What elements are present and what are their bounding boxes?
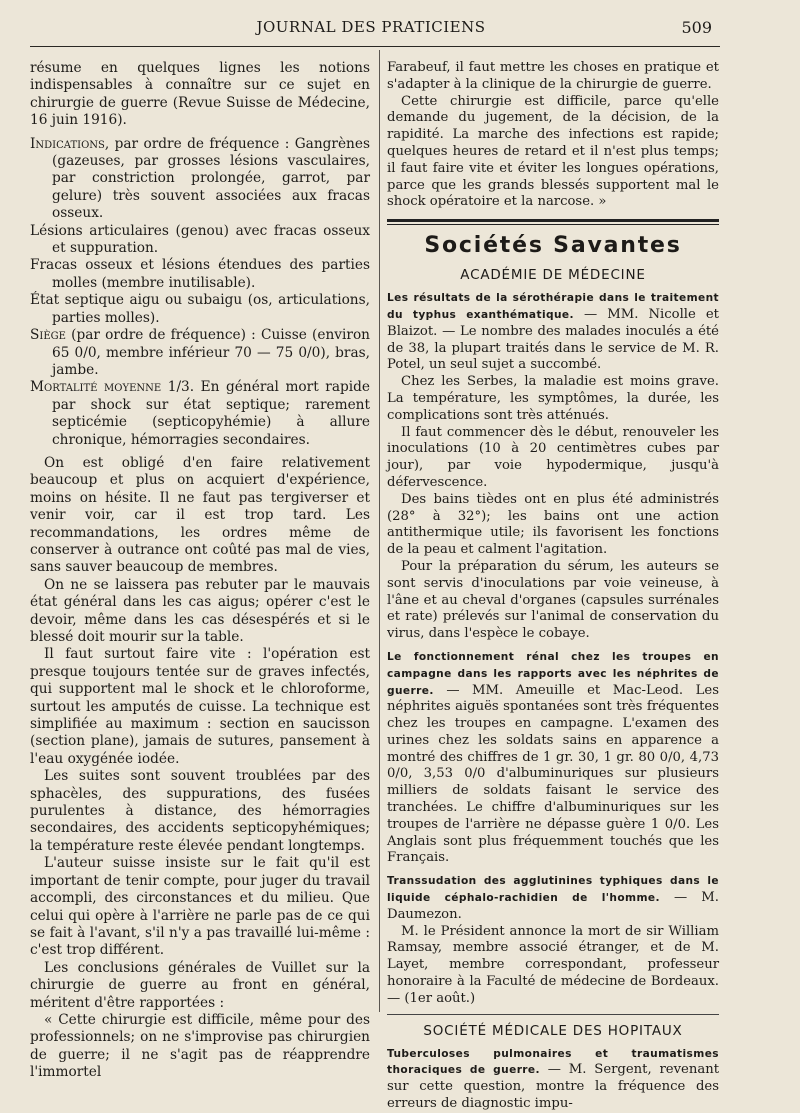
paragraph: Des bains tièdes ont en plus été administrés (28° à 32°); les bains ont une action antithermique utile; ils favorisent les fonctions de la peau et calment l'agitation.: [387, 491, 719, 558]
left-column: [30, 60, 370, 1082]
paragraph: Cette chirurgie est difficile, parce qu'elle demande du jugement, de la décision, de la rapidité. La marche des infections est rapide; quelques heures de retard et il n'est plus temps; il faut faire vite et éviter les longues opérations, parce que les grands blessés supportent mal le shock opératoire et la narcose. »: [387, 93, 719, 210]
article-lead: Les résultats de la sérothérapie dans le traitement du typhus exanthématique.: [387, 292, 719, 321]
right-column: [387, 60, 719, 1113]
siege-label: Siège: [30, 327, 66, 344]
article-text: — M. Sergent, revenant sur cette question, montre la fréquence des erreurs de diagnostic impu-: [387, 1062, 719, 1112]
mortalite-item: [30, 379, 370, 449]
article-lead: Le fonctionnement rénal chez les troupes en campagne dans les rapports avec les néphrites de guerre.: [387, 650, 719, 697]
article-entry: [387, 1046, 719, 1113]
article-entry: [387, 290, 719, 374]
paragraph: Pour la préparation du sérum, les auteurs se sont servis d'inoculations par voie veineuse, à l'âne et au cheval d'organes (capsules surrénales et rate) prélevés sur l'animal de conservation du virus, dans l'espèce le cobaye.: [387, 558, 719, 642]
column-divider: [379, 50, 380, 1012]
lesions-item: Lésions articulaires (genou) avec fracas osseux et suppuration.: [30, 222, 370, 257]
section-title: Sociétés Savantes: [424, 233, 682, 259]
paragraph: L'auteur suisse insiste sur le fait qu'il est important de tenir compte, pour juger du travail accompli, des circonstances et du milieu. Que celui qui opère à l'arrière ne parle pas de ce qui se fait à l'avant, s'il n'y a pas travaillé lui-même : c'est trop différent.: [30, 855, 370, 959]
paragraph: Les suites sont souvent troublées par des sphacèles, des suppurations, des fusées purulentes à distance, des hémorragies secondaires, des accidents septicopyhémiques; la température reste élevée pendant longtemps.: [30, 768, 370, 854]
mortalite-text: 1/3. En général mort rapide par shock sur état septique; rarement septicémie (septicopyhémie) à allure chronique, hémorragies secondaires.: [52, 379, 370, 448]
quote-paragraph: « Cette chirurgie est difficile, même pour des professionnels; on ne s'improvise pas chirurgien de guerre; il ne s'agit pas de réapprendre l'immortel: [30, 1011, 370, 1081]
academie-heading: ACADÉMIE DE MÉDECINE: [460, 267, 646, 284]
article-text: — MM. Ameuille et Mac-Leod. Les néphrites aiguës spontanées sont très fréquentes chez les troupes en campagne. L'examen des urines chez les soldats sains en apparence a montré des chiffres de 1 gr. 30, 1 gr. 80 0/0, 4,73 0/0, 3,53 0/0 d'albuminuriques sur plusieurs milliers de soldats faisant le service des tranchées. Le chiffre d'albuminuriques sur les troupes de l'arrière ne dépasse guère 1 0/0. Les Anglais sont plus fréquemment touchés que les Français.: [387, 682, 719, 866]
indications-text: par ordre de fréquence : Gangrènes (gazeuses, par grosses lésions vasculaires, par constriction prolongée, garrot, par gelure) très souvent associées aux fracas osseux.: [52, 135, 370, 222]
section-rule: [387, 224, 719, 225]
paragraph: Chez les Serbes, la maladie est moins grave. La température, les symptômes, la durée, les complications sont très atténués.: [387, 374, 719, 423]
section-rule: [387, 1014, 719, 1015]
paragraph: M. le Président annonce la mort de sir William Ramsay, membre associé étranger, et de M. Layet, membre correspondant, professeur honoraire à la Faculté de médecine de Bordeaux. — (1er août.): [387, 923, 719, 1006]
article-entry: [387, 873, 719, 923]
article-text: — MM. Nicolle et Blaizot. — Le nombre des malades inoculés a été de 38, la plupart traités dans le service de M. R. Potel, un seul sujet a succombé.: [387, 306, 719, 373]
paragraph: Il faut surtout faire vite : l'opération est presque toujours tentée sur de graves infectés, qui supportent mal le shock et le chloroforme, surtout les amputés de cuisse. La technique est simplifiée au maximum : section en saucisson (section plane), jamais de sutures, pansement à l'eau oxygénée iodée.: [30, 646, 370, 767]
fracas-item: Fracas osseux et lésions étendues des parties molles (membre inutilisable).: [30, 257, 370, 291]
etat-item: État septique aigu ou subaigu (os, articulations, parties molles).: [30, 292, 370, 326]
indications-label: Indications,: [30, 135, 110, 152]
mortalite-label: Mortalité moyenne: [30, 379, 162, 396]
article-entry: [387, 649, 719, 867]
paragraph: Il faut commencer dès le début, renouveler les inoculations (10 à 20 centimètres cubes par jour), par voie hypodermique, jusqu'à défervescence.: [387, 424, 719, 490]
article-lead: Tuberculoses pulmonaires et traumatismes thoraciques de guerre.: [387, 1047, 719, 1077]
article-lead: Transsudation des agglutinines typhiques dans le liquide céphalo-rachidien de l'homme.: [387, 875, 719, 905]
paragraph: On ne se laissera pas rebuter par le mauvais état général dans les cas aigus; opérer c'est le devoir, même dans les cas désespérés et si le blessé doit mourir sur la table.: [30, 576, 370, 645]
page-number: 509: [681, 18, 712, 37]
paragraph: Farabeuf, il faut mettre les choses en pratique et s'adapter à la clinique de la chirurgie de guerre.: [387, 60, 719, 92]
siege-text: (par ordre de fréquence) : Cuisse (environ 65 0/0, membre inférieur 70 — 75 0/0), bras, jambe.: [52, 327, 370, 378]
section-rule: [387, 219, 719, 222]
hopitaux-heading: SOCIÉTÉ MÉDICALE DES HOPITAUX: [423, 1022, 683, 1039]
header-rule: [30, 46, 720, 47]
siege-item: [30, 327, 370, 379]
article-text: — M. Daumezon.: [387, 890, 719, 922]
paragraph: Les conclusions générales de Vuillet sur la chirurgie de guerre au front en général, méritent d'être rapportées :: [30, 959, 370, 1011]
running-head: JOURNAL DES PRATICIENS: [256, 18, 486, 36]
paragraph: résume en quelques lignes les notions indispensables à connaître sur ce sujet en chirurgie de guerre (Revue Suisse de Médecine, 16 juin 1916).: [30, 60, 370, 129]
paragraph: On est obligé d'en faire relativement beaucoup et plus on acquiert d'expérience, moins on hésite. Il ne faut pas tergiverser et venir voir, car il est trop tard. Les recommandations, les ordres même de conserver à outrance ont coûté pas mal de vies, sans sauver beaucoup de membres.: [30, 454, 370, 576]
indications-item: [30, 136, 370, 223]
